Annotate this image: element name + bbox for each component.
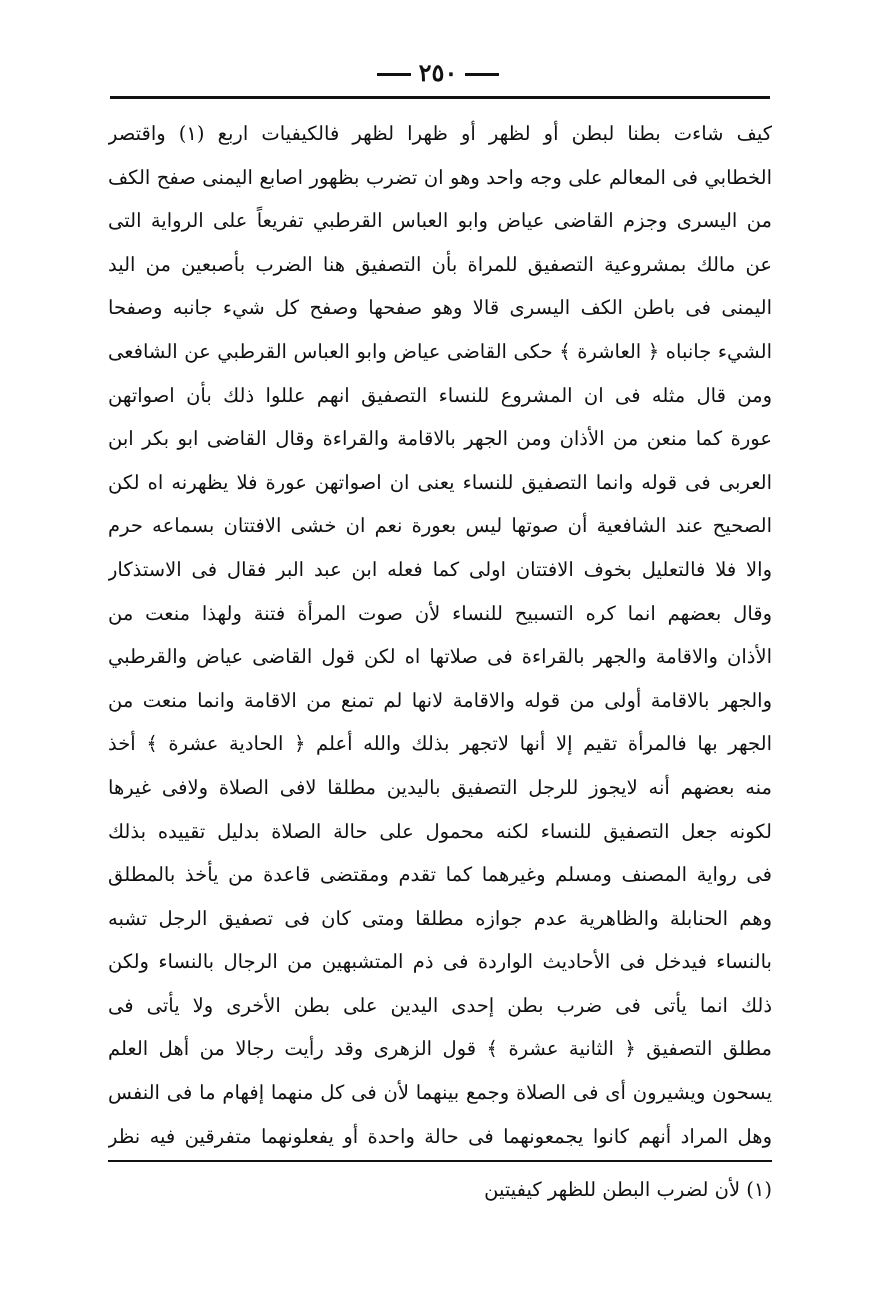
text-line: وهل المراد أنهم كانوا يجمعونهما فى حالة واحدة أو يفعلونهما متفرقين فيه نظر bbox=[108, 1124, 772, 1148]
footnote-rule bbox=[108, 1160, 772, 1162]
text-line: كيف شاءت بطنا لبطن أو لظهر أو ظهرا لظهر فالكيفيات اربع (١) واقتصر bbox=[108, 122, 772, 145]
text-line: الشيء جانباه ﴿ العاشرة ﴾ حكى القاضى عياض وابو العباس القرطبي عن الشافعى bbox=[108, 339, 772, 363]
text-line: فى رواية المصنف ومسلم وغيرهما كما تقدم ومقتضى قاعدة من يأخذ بالمطلق bbox=[108, 863, 772, 887]
text-line: وهم الحنابلة والظاهرية عدم جوازه مطلقا ومتى كان فى تصفيق الرجل تشبه bbox=[108, 906, 772, 930]
page-header bbox=[0, 58, 876, 87]
text-line: الأذان والاقامة والجهر بالقراءة فى صلاتها اه لكن قول القاضى عياض والقرطبي bbox=[108, 645, 772, 669]
text-line: الخطابي فى المعالم على وجه واحد وهو ان تضرب بظهور اصابع اليمنى صفح الكف bbox=[108, 165, 772, 189]
text-line: لكونه جعل التصفيق للنساء لكنه محمول على حالة الصلاة بدليل تقييده بذلك bbox=[108, 819, 772, 843]
header-dash-right bbox=[377, 73, 411, 76]
text-line: والجهر بالاقامة أولى من قوله والاقامة لانها لم تمنع من الاقامة وانما منعت من bbox=[108, 688, 772, 712]
text-line: من اليسرى وجزم القاضى عياض وابو العباس القرطبي تفريعاً على الرواية التى bbox=[108, 209, 772, 233]
text-line: ومن قال مثله فى ان المشروع للنساء التصفيق انهم عللوا ذلك بأن اصواتهن bbox=[108, 383, 772, 407]
text-line: عن مالك بمشروعية التصفيق للمراة بأن التصفيق هنا الضرب بأصبعين من اليد bbox=[108, 252, 772, 276]
text-line: منه بعضهم أنه لايجوز للرجل التصفيق باليدين مطلقا لافى الصلاة ولافى غيرها bbox=[108, 775, 772, 799]
text-line: العربى فى قوله وانما التصفيق للنساء يعنى ان اصواتهن عورة فلا يظهرنه اه لكن bbox=[108, 470, 772, 494]
text-line: ذلك انما يأتى فى ضرب بطن إحدى اليدين على بطن الأخرى ولا يأتى فى bbox=[108, 993, 772, 1017]
text-line: وقال بعضهم انما كره التسبيح للنساء لأن صوت المرأة فتنة ولهذا منعت من bbox=[108, 601, 772, 625]
text-line: عورة كما منعن من الأذان ومن الجهر بالاقامة والقراءة وقال القاضى ابو بكر ابن bbox=[108, 427, 772, 451]
text-line: يسحون ويشيرون أى فى الصلاة وجمع بينهما لأن فى كل منهما إفهام ما فى النفس bbox=[108, 1081, 772, 1105]
text-line: اليمنى فى باطن الكف اليسرى قالا وهو صفحها وصفح كل شيء جانبه وصفحا bbox=[108, 296, 772, 320]
header-rule bbox=[110, 96, 770, 99]
text-line: الجهر بها فالمرأة تقيم إلا أنها لاتجهر بذلك والله أعلم ﴿ الحادية عشرة ﴾ أخذ bbox=[108, 732, 772, 756]
text-line: الصحيح عند الشافعية أن صوتها ليس بعورة نعم ان خشى الافتتان بسماعه حرم bbox=[108, 514, 772, 538]
footnote: (١) لأن لضرب البطن للظهر كيفيتين bbox=[484, 1178, 772, 1201]
text-line: مطلق التصفيق ﴿ الثانية عشرة ﴾ قول الزهرى وقد رأيت رجالا من أهل العلم bbox=[108, 1037, 772, 1061]
header-dash-left bbox=[465, 73, 499, 76]
text-line: والا فلا فالتعليل بخوف الافتتان اولى كما فعله ابن عبد البر فقال فى الاستذكار bbox=[108, 557, 772, 581]
text-line: بالنساء فيدخل فى الأحاديث الواردة فى ذم المتشبهين من الرجال بالنساء ولكن bbox=[108, 950, 772, 974]
main-text bbox=[108, 112, 772, 1158]
page-number: ٢٥٠ bbox=[418, 58, 458, 87]
